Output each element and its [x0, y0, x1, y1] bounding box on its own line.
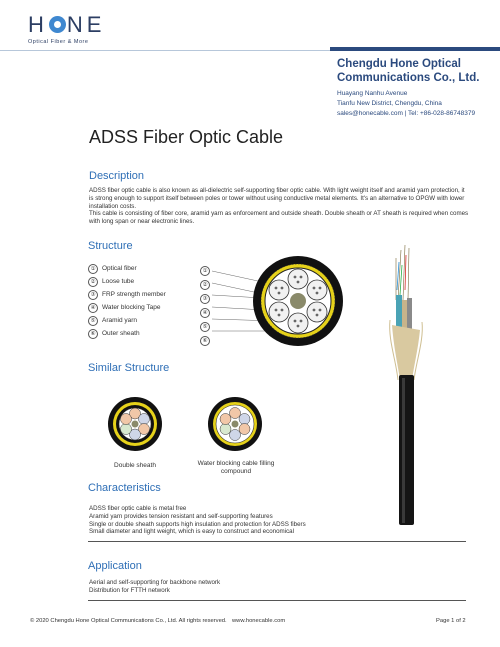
- page-title: ADSS Fiber Optic Cable: [89, 127, 284, 147]
- structure-item: [88, 327, 166, 340]
- structure-list: [88, 262, 166, 340]
- company-name-line1: Chengdu Hone Optical: [337, 58, 461, 70]
- structure-heading: Structure: [88, 240, 133, 252]
- application-item: Distribution for FTTH network: [89, 586, 170, 594]
- aramid-yarn: [392, 325, 420, 380]
- logo-tagline: Optical Fiber & More: [28, 39, 89, 45]
- callout-numbers: [200, 266, 210, 350]
- company-name-line2: Communications Co., Ltd.: [337, 72, 480, 84]
- address-line2: Tianfu New District, Chengdu, China: [337, 100, 442, 107]
- footer-website-link[interactable]: www.honecable.com: [232, 618, 286, 624]
- structure-item: [88, 301, 166, 314]
- address-line1: Huayang Nanhu Avenue: [337, 90, 408, 97]
- structure-item-label: Loose tube: [102, 278, 135, 285]
- loose-tube: [269, 302, 289, 322]
- characteristics-item: Single or double sheath supports high insulation and protection for ADSS fibers: [89, 520, 306, 528]
- callout-number: ⑤: [200, 322, 210, 332]
- number-badge: ②: [88, 277, 98, 287]
- structure-item: [88, 275, 166, 288]
- logo-letters-ne: NE: [66, 12, 106, 37]
- callout-number: ①: [200, 266, 210, 276]
- structure-item: [88, 314, 166, 327]
- application-list: [89, 579, 469, 595]
- structure-item-label: Water blocking Tape: [102, 304, 161, 311]
- frp-strength-member: [290, 293, 306, 309]
- structure-item-label: Outer sheath: [102, 330, 140, 337]
- section-divider: [88, 541, 466, 542]
- number-badge: ⑤: [88, 316, 98, 326]
- cable-product-image: [376, 240, 436, 530]
- structure-item-label: Optical fiber: [102, 265, 137, 272]
- company-name: [337, 57, 479, 85]
- loose-tube: [288, 269, 308, 289]
- characteristics-item: Small diameter and light weight, which is easy to construct and economical: [89, 528, 294, 536]
- structure-item-label: FRP strength member: [102, 291, 166, 298]
- callout-number: ②: [200, 280, 210, 290]
- double-sheath-diagram: [107, 396, 163, 452]
- number-badge: ④: [88, 303, 98, 313]
- loose-tube: [307, 280, 327, 300]
- loose-tube: [269, 280, 289, 300]
- company-logo: [28, 12, 105, 38]
- contact-line: sales@honecable.com | Tel: +86-028-86748379: [337, 110, 476, 117]
- characteristics-item: Aramid yarn provides tension resistant and self-supporting features: [89, 512, 273, 520]
- caption-line2: compound: [220, 468, 252, 475]
- callout-number: ⑥: [200, 336, 210, 346]
- characteristics-item: ADSS fiber optic cable is metal free: [89, 505, 187, 512]
- structure-item-label: Aramid yarn: [102, 317, 138, 324]
- similar-structure-heading: Similar Structure: [88, 362, 170, 374]
- number-badge: ⑥: [88, 329, 98, 339]
- structure-item: [88, 262, 166, 275]
- company-address: [337, 89, 475, 119]
- logo-letter-h: H: [28, 12, 48, 37]
- callout-number: ③: [200, 294, 210, 304]
- description-paragraph-1: ADSS fiber optic cable is also known as all-dielectric self-supporting fiber optic cable. With light weight itself and aramid yarn protection, it is strong enough to support itself between poles or tower without using conductive metal elements. It's an alternative to OPGW with lower installation costs.: [89, 187, 465, 210]
- number-badge: ①: [88, 264, 98, 274]
- logo-eye-icon: [49, 16, 66, 33]
- outer-sheath-black: [399, 375, 414, 525]
- application-heading: Application: [88, 560, 142, 572]
- header-accent-bar: [330, 47, 500, 51]
- cable-cross-section-diagram: [212, 248, 357, 348]
- caption-water-blocking: [190, 460, 282, 476]
- loose-tube: [307, 302, 327, 322]
- caption-double-sheath: Double sheath: [114, 462, 156, 469]
- callout-number: ④: [200, 308, 210, 318]
- footer-copyright: © 2020 Chengdu Hone Optical Communications Co., Ltd. All rights reserved.: [30, 618, 227, 624]
- water-blocking-compound-diagram: [207, 396, 263, 452]
- fiber-strand: [403, 245, 405, 300]
- characteristics-list: [89, 505, 469, 536]
- footer-page-number: Page 1 of 2: [436, 618, 466, 624]
- caption-line1: Water blocking cable filling: [197, 460, 275, 467]
- description-body: [89, 187, 469, 226]
- application-item: Aerial and self-supporting for backbone network: [89, 579, 221, 586]
- structure-item: [88, 288, 166, 301]
- loose-tube: [288, 313, 308, 333]
- description-heading: Description: [89, 170, 145, 182]
- characteristics-heading: Characteristics: [88, 482, 161, 494]
- fiber-strand: [408, 248, 409, 300]
- number-badge: ③: [88, 290, 98, 300]
- section-divider: [88, 600, 466, 601]
- description-paragraph-2: This cable is consisting of fiber core, aramid yarn as enforcement and outside sheath. Double sheath or AT sheath is required when comes with long span or near electronic lines.: [89, 210, 469, 226]
